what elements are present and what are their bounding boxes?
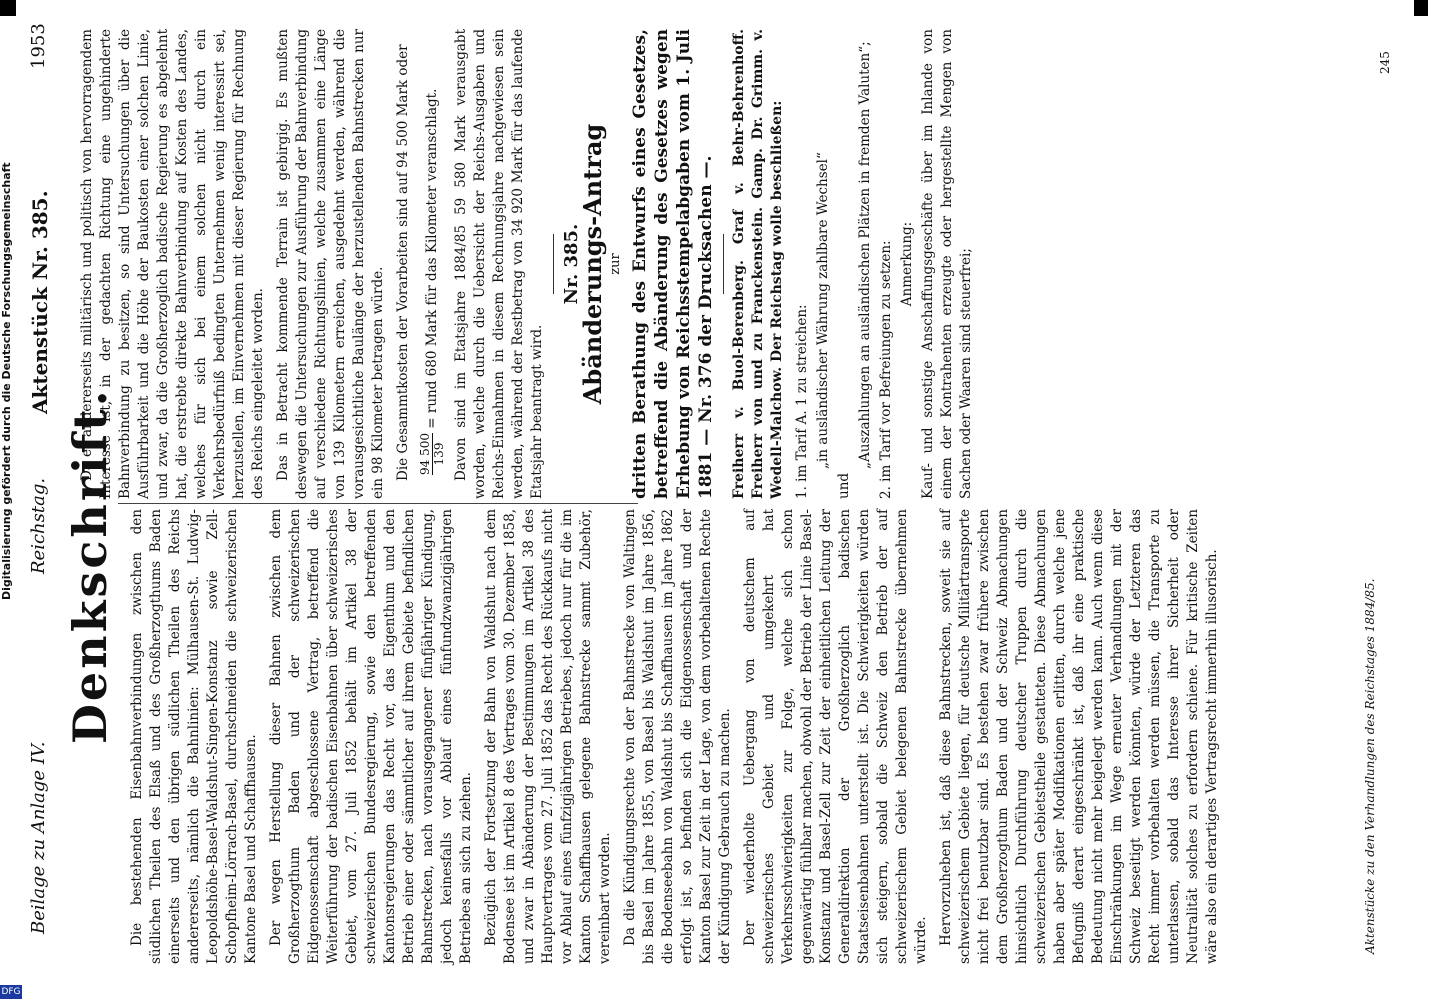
fraction-text: = rund 680 Mark für das Kilometer veranschlagt. bbox=[424, 88, 440, 429]
left-column bbox=[128, 509, 1228, 964]
paragraph: Der wiederholte Uebergang von deutschem auf schweizerisches Gebiet und umgekehrt hat Verkehrsschwierigkeiten zur Folge, welche sich schon gegenwärtig fühlbar machen, obwohl der Betrieb der Linie Basel-Konstanz und Basel-Zell zur Zeit der einheitlichen Leitung der Generaldirektion der Großherzoglich badischen Staatseisenbahnen unterstellt ist. Die Schwierigkeiten würden sich steigern, sobald die Schweiz den Betrieb der auf schweizerischem Gebiet belegenen Bahnstrecke übernehmen würde. bbox=[742, 509, 929, 964]
fraction-denominator: 139 bbox=[432, 442, 446, 466]
paragraph-fraction bbox=[419, 29, 446, 499]
page-number: 245 bbox=[1378, 51, 1392, 74]
digitization-note: Digitalisierung gefördert durch die Deutsche Forschungsgemeinschaft bbox=[0, 162, 13, 600]
page-content bbox=[8, 4, 1418, 1004]
amendment-item: „Auszahlungen an ausländischen Plätzen in fremden Valuten“; bbox=[857, 41, 873, 469]
amendment-item: 2. im Tarif vor Befreiungen zu setzen: bbox=[878, 240, 894, 499]
amendment-item: und bbox=[836, 472, 852, 499]
amendment-title: Abänderungs-Antrag bbox=[578, 123, 607, 405]
paragraph: Hervorzuheben ist, daß diese Bahnstrecken, soweit sie auf schweizerischem Gebiete liegen, für deutsche Militärtransporte nicht frei benutzbar sind. Es bestehen zwar frühere zwischen dem Großherzogthum Baden und der Schweiz Abmachungen hinsichtlich Durchführung deutscher Truppen durch die schweizerischen Gebietstheile gestatteten. Diese Abmachungen haben aber später Modifikationen erlitten, durch welche jene Befugniß derart eingeschränkt ist, daß ihr eine praktische Bedeutung nicht mehr beigelegt werden kann. Auch wenn diese Einschränkungen im Wege erneuter Verhandlungen mit der Schweiz beseitigt werden könnten, würde der Letzteren das Recht immer vorbehalten werden müssen, die Transporte zu unterlassen, sobald das Interesse ihrer Sicherheit oder Neutralität solches zu erfordern schiene. Für kritische Zeiten wäre also ein derartiges Vertragsrecht immerhin illusorisch. bbox=[938, 509, 1220, 964]
amendment-heading: dritten Berathung des Entwurfs eines Gesetzes, betreffend die Abänderung des Gesetzes wegen Erhebung von Reichsstempelabgaben vom 1. Juli 1881 — Nr. 376 der Drucksachen —. bbox=[630, 29, 716, 499]
amendment-item: Kauf- und sonstige Anschaffungsgeschäfte über im Inlande von einem der Kontrahenten erzeugte oder hergestellte Mengen von Sachen oder Waaren sind steuerfrei; bbox=[920, 29, 974, 499]
dfg-logo: DFG bbox=[1, 987, 21, 997]
fraction-numerator: 94 500 bbox=[418, 433, 432, 475]
footnote: Aktenstücke zu den Verhandlungen des Reichstages 1884/85. bbox=[1363, 578, 1377, 954]
amendment-item: „in ausländischer Währung zahlbare Wechsel“ bbox=[815, 152, 831, 469]
amendment-number: Nr. 385. bbox=[561, 223, 582, 305]
header-reichstag: Reichstag. bbox=[28, 477, 49, 574]
amendment-signers: Freiherr v. Buol-Berenberg. Graf v. Behr-Behrenhoff. Freiherr von und zu Franckenstein. Gamp. Dr. Grimm. v. Wedell-Malchow. Der Reichstag wolle beschließen: bbox=[731, 29, 785, 499]
section-rule bbox=[553, 234, 554, 294]
fraction bbox=[419, 433, 446, 475]
header-aktenstueck: Aktenstück Nr. 385. bbox=[28, 190, 52, 414]
header-page-number: 1953 bbox=[28, 23, 49, 69]
section-rule bbox=[723, 234, 724, 294]
amendment-item: Anmerkung: bbox=[899, 221, 915, 307]
paragraph: Das in Betracht kommende Terrain ist gebirgig. Es mußten deswegen die Untersuchungen zur Ausführung der Bahnverbindung auf verschiedene Richtungslinien, welche zusammen eine Länge von 139 Kilometern erreichen, ausgedehnt werden, während die vorausgesichtliche Baulänge der herzustellenden Bahnstrecken nur ein 98 Kilometer betragen würde. bbox=[275, 29, 386, 499]
column-divider bbox=[118, 503, 638, 504]
document-title: Denkschrift. bbox=[63, 387, 117, 744]
paragraph: Bezüglich der Fortsetzung der Bahn von Waldshut nach dem Bodensee ist im Artikel 8 des Vertrages vom 30. Dezember 1858, und zwar in Abänderung der Bestimmungen im Artikel 38 des Hauptvertrages vom 27. Juli 1852 das Recht des Rückkaufs nicht vor Ablauf eines fünfzigjährigen Betriebes, jedoch nur für die im Kanton Schaffhausen gelegene Bahnstrecke sammt Zubehör, vereinbart worden. bbox=[483, 509, 613, 964]
paragraph: Der wegen Herstellung dieser Bahnen zwischen dem Großherzogthum Baden und der schweizerischen Eidgenossenschaft abgeschlossene Vertrag, betreffend die Weiterführung der badischen Eisenbahnen über schweizerisches Gebiet, vom 27. Juli 1852 behält im Artikel 38 der schweizerischen Bundesregierung, sowie den betreffenden Kantonsregierungen das Recht vor, das Eigenthum und den Betrieb einer oder sämmtlicher auf ihrem Gebiete befindlichen Bahnstrecken, nach vorausgegangener fünfjähriger Kündigung, jedoch keinesfalls vor Ablauf eines fünfundzwanzigjährigen Betriebes an sich zu ziehen. bbox=[268, 509, 474, 964]
rotated-page bbox=[8, 4, 1418, 1004]
amendment-item: 1. im Tarif A. 1 zu streichen: bbox=[794, 304, 810, 499]
amendment-zur: zur bbox=[608, 253, 623, 275]
paragraph: Davon sind im Etatsjahre 1884/85 59 580 Mark verausgabt worden, welche durch die Uebersicht der Reichs-Ausgaben und Reichs-Einnahmen in diesem Rechnungsjahre nachgewiesen sein werden, während der Restbetrag von 34 920 Mark für das laufende Etatsjahr beantragt wird. bbox=[453, 29, 545, 499]
header-supplement: Beilage zu Anlage IV. bbox=[28, 741, 49, 934]
right-column-top bbox=[78, 29, 978, 499]
paragraph: Die bestehenden Eisenbahnverbindungen zwischen den südlichen Theilen des Elsaß und des Großherzogthums Baden einerseits und den übrigen südlichen Theilen des Reichs andererseits, nämlich die Bahnlinien: Mülhausen-St. Ludwig-Leopoldshöhe-Basel-Waldshut-Singen-Konstanz sowie Zell-Schopfheim-Lörrach-Basel, durchschneiden die schweizerischen Kantone Basel und Schaffhausen. bbox=[129, 509, 259, 964]
paragraph: Da die Kündigungsrechte von der Bahnstrecke von Waltingen bis Basel im Jahre 1855, von Basel bis Waldshut im Jahre 1856, die Bodenseebahn von Waldshut bis Schaffhausen im Jahre 1862 erfolgt ist, so befinden sich die Eidgenossenschaft und der Kanton Basel zur Zeit in der Lage, von dem vorbehaltenen Rechte der Kündigung Gebrauch zu machen. bbox=[622, 509, 733, 964]
paragraph: Die Gesammtkosten der Vorarbeiten sind auf 94 500 Mark oder bbox=[395, 44, 411, 481]
paragraph: Da es andererseits militärisch und politisch von hervorragendem Interesse ist, in der gedachten Richtung eine ungehinderte Bahnverbindung zu besitzen, so sind Untersuchungen über die Ausführbarkeit und die Höhe der Baukosten einer solchen Linie, und zwar, da die Großherzoglich badische Regierung es abgelehnt hat, die erstrebte direkte Bahnverbindung auf Kosten des Landes, welches für sich bei einem solchen nicht durch ein Verkehrsbedürfniß bedingten Unternehmen wenig interessirt sei, herzustellen, im Einvernehmen mit dieser Regierung für Rechnung des Reichs eingeleitet worden. bbox=[79, 29, 266, 499]
